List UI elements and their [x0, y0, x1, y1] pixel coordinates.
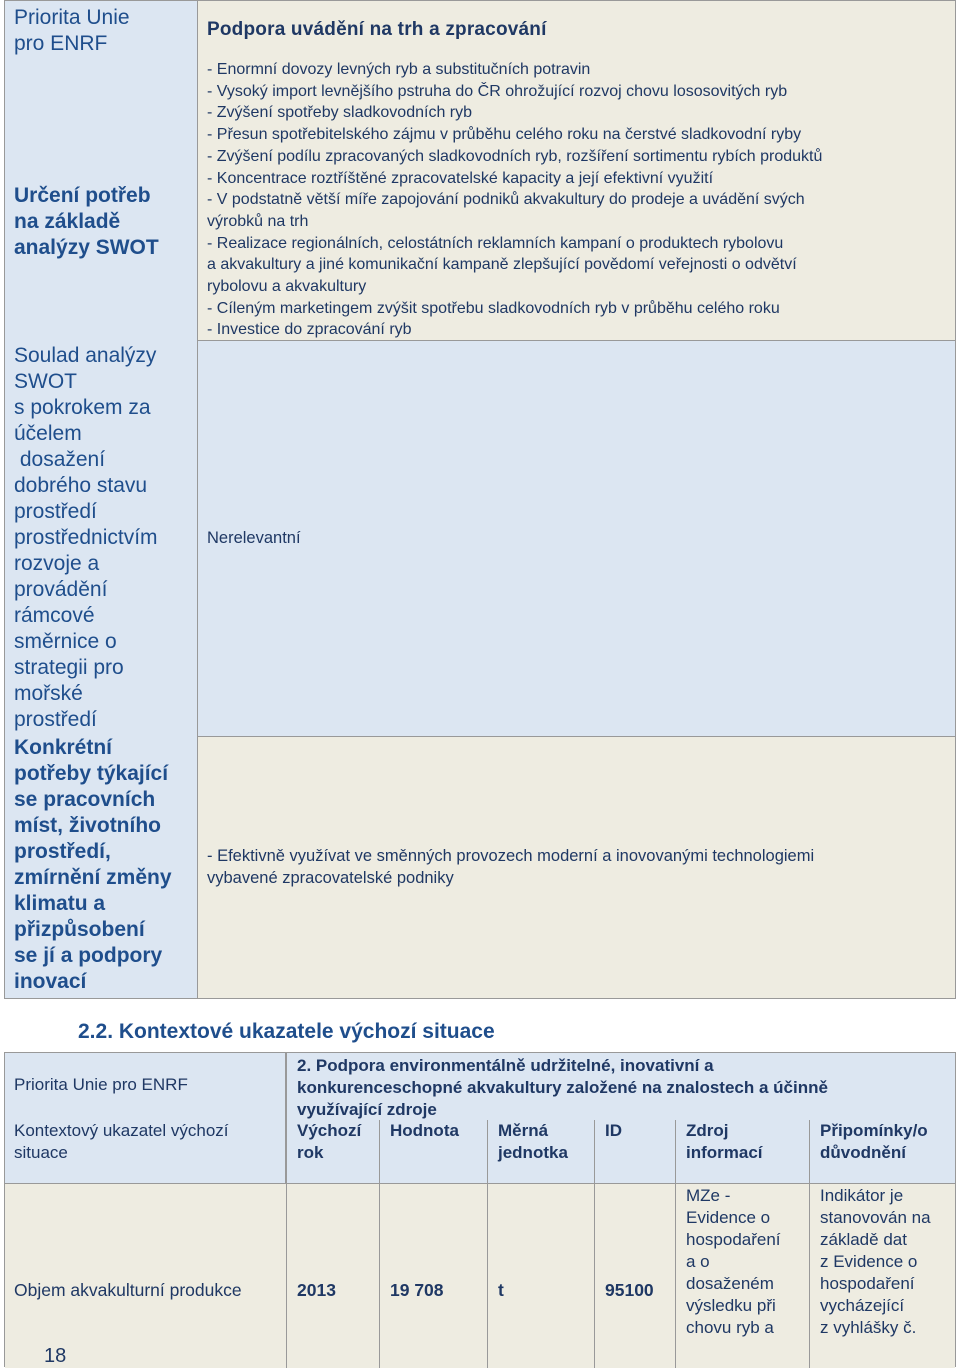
context-indicator-table [4, 1052, 956, 1367]
header-hodnota: Hodnota [390, 1121, 459, 1140]
cell-priority-needs [198, 1, 955, 341]
label-priorita-unie: Priorita Unie pro ENRF [14, 6, 130, 55]
header-vychozi-rok: Výchozí rok [297, 1121, 362, 1162]
header-merna-jednotka: Měrná jednotka [498, 1121, 568, 1162]
row-label: Objem akvakulturní produkce [14, 1280, 242, 1300]
header-id: ID [605, 1121, 622, 1140]
col-divider [379, 1120, 380, 1368]
col-divider [286, 1053, 287, 1368]
col-divider [594, 1120, 595, 1368]
col-divider [809, 1120, 810, 1368]
col-divider [675, 1120, 676, 1368]
konkretni-text: - Efektivně využívat ve směnných provozech moderní a inovovanými technologiemi vybavené zpracovatelské podniky [207, 847, 815, 887]
value-zdroj: MZe - Evidence o hospodaření a o dosaženém výsledku při chovu ryb a [686, 1186, 781, 1337]
section-heading: 2.2. Kontextové ukazatele výchozí situace [78, 1020, 495, 1043]
page-number: 18 [44, 1345, 67, 1367]
cell-soulad [198, 341, 955, 737]
needs-bullet-list: - Enormní dovozy levných ryb a substitučních potravin - Vysoký import levnějšího pstruha do ČR ohrožující rozvoj chovu lososovitých ryb - Zvýšení spotřeby sladkovodních ryb - Přesun spotřebitelského zájmu v průběhu celého roku na čerstvé sladkovodní ryby - Zvýšení podílu zpracovaných sladkovodních ryb, rozšíření sortimentu rybích produktů - Koncentrace roztříštěné zpracovatelské kapacity a její efektivní využití - V podstatně větší míře zapojování podniků akvakultury do prodeje a uvádění svých výrobků na trh - Realizace regionálních, celostátních reklamních kampaní o produktech rybolovu a akvakultury a jiné komunikační kampaně zlepšující povědomí veřejnosti o odvětví rybolovu a akvakultury - Cíleným marketingem zvýšit spotřebu sladkovodních ryb v průběhu celého roku - Investice do zpracování ryb [207, 61, 823, 339]
value-pripominky: Indikátor je stanovován na základě dat z Evidence o hospodaření vycházející z vyhlášky č. [820, 1186, 931, 1337]
table-row [5, 1184, 955, 1368]
value-jednotka: t [498, 1280, 504, 1300]
kontext-label: Kontextový ukazatel výchozí situace [14, 1121, 229, 1162]
nerelevantni-text: Nerelevantní [207, 529, 301, 547]
label-konkretni-potreby: Konkrétní potřeby týkající se pracovních míst, životního prostředí, zmírnění změny klimatu a přizpůsobení se jí a podpory inovací [14, 736, 172, 993]
label-column [5, 1, 198, 998]
priorita-label: Priorita Unie pro ENRF [14, 1075, 188, 1094]
value-id: 95100 [605, 1280, 654, 1300]
cell-konkretni [198, 737, 955, 998]
swot-table [4, 0, 956, 999]
header-pripominky: Připomínky/o důvodnění [820, 1121, 928, 1162]
col-divider [487, 1120, 488, 1368]
bottom-label-column [5, 1053, 286, 1183]
header-area [286, 1053, 955, 1183]
label-urceni-potreb: Určení potřeb na základě analýzy SWOT [14, 184, 159, 259]
priorita-value: 2. Podpora environmentálně udržitelné, inovativní a konkurenceschopné akvakultury založené na znalostech a účinně využívající zdroje [297, 1056, 828, 1119]
header-zdroj: Zdroj informací [686, 1121, 763, 1162]
label-soulad-swot: Soulad analýzy SWOT s pokrokem za účelem dosažení dobrého stavu prostředí prostřednictvím rozvoje a provádění rámcové směrnice o strategii pro mořské prostředí [14, 344, 158, 731]
cell-title: Podpora uvádění na trh a zpracování [207, 19, 547, 40]
value-rok: 2013 [297, 1280, 336, 1300]
value-hodnota: 19 708 [390, 1280, 444, 1300]
